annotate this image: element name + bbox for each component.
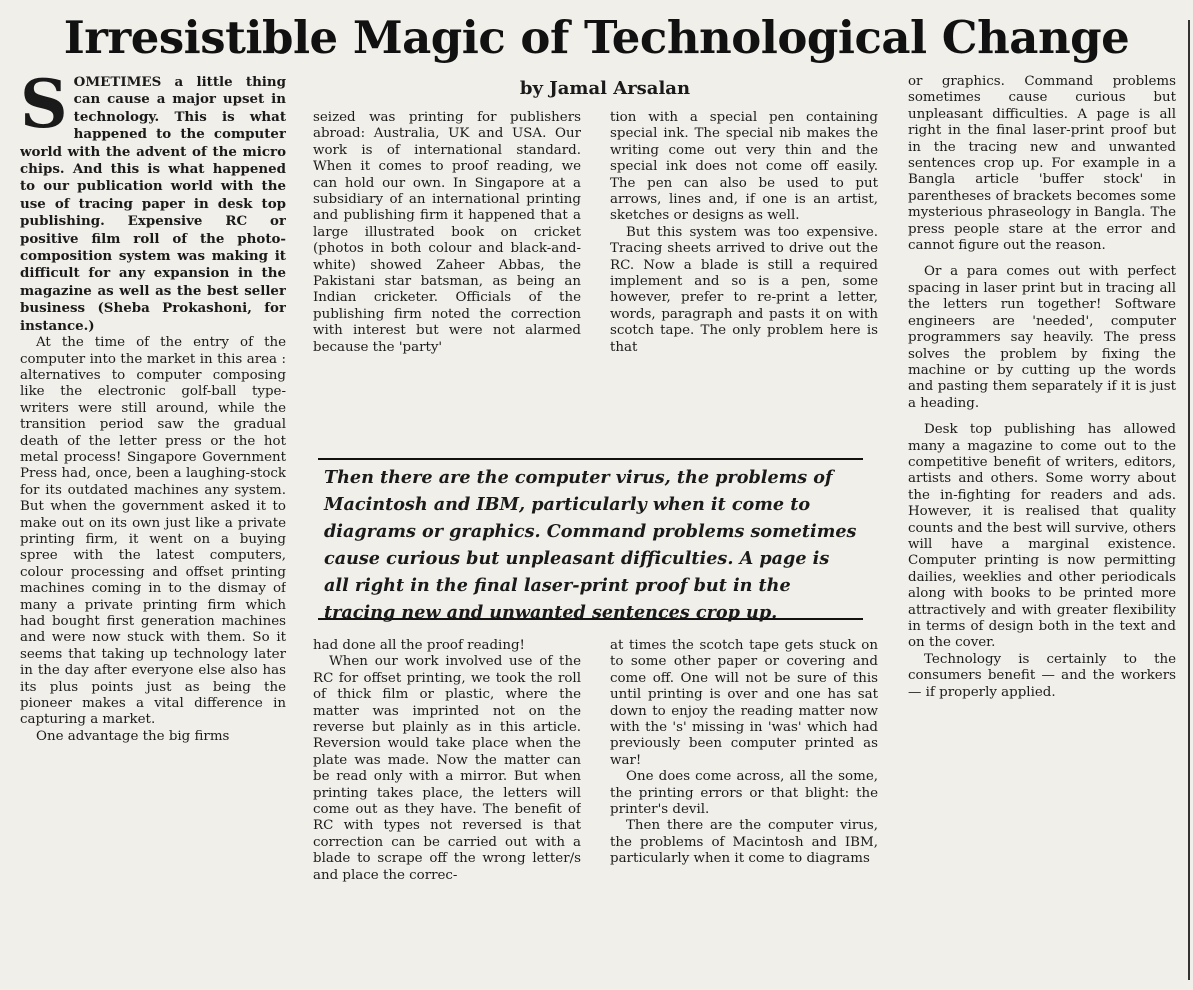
paragraph: One does come across, all the some, the printing errors or that blight: the printer's devil. xyxy=(610,769,878,818)
paragraph: Or a para comes out with perfect spacing in laser print but in tracing all the letters run together! Software engineers are 'needed', computer programmers say heavily. The press solves the problem by fixing the machine or by cutting up the words and pasting them separately if it is just a heading. xyxy=(908,264,1176,411)
paragraph: Then there are the computer virus, the problems of Macintosh and IBM, particularly when it come to diagrams xyxy=(610,818,878,867)
pull-quote: Then there are the computer virus, the problems of Macintosh and IBM, particularly when it come to diagrams or graphics. Command problems sometimes cause curious but unpleasant difficulties. A page is all right in the final laser-print proof but in the tracing new and unwanted sentences crop up. xyxy=(318,458,863,620)
lead-in: OMETIMES xyxy=(73,74,162,90)
paragraph: Desk top publishing has allowed many a magazine to come out to the competitive benefit of writers, editors, artists and others. Some worry about the in-fighting for readers and ads. However, it is realised that quality counts and the best will survive, others will have a marginal existence. Computer printing is now permitting dailies, weeklies and other periodicals along with books to be printed more attractively and with greater flexibility in terms of design both in the text and on the cover. xyxy=(908,422,1176,651)
column-4 xyxy=(908,74,1176,982)
paragraph: When our work involved use of the RC for offset printing, we took the roll of thick film or plastic, where the matter was imprinted not on the reverse but plainly as in this article. Reversion would take place when the plate was made. Now the matter can be read only with a mirror. But when printing takes place, the letters will come out as they have. The benefit of RC with types not reversed is that correction can be carried out with a blade to scrape off the wrong letter/s and place the correc- xyxy=(313,654,581,883)
column-3-top xyxy=(610,110,878,450)
paragraph: tion with a special pen containing special ink. The special nib makes the writing come out very thin and the special ink does not come off easily. The pen can also be used to put arrows, lines and, if one is an artist, sketches or designs as well. xyxy=(610,110,878,224)
column-2-bottom xyxy=(313,638,581,982)
column-rule xyxy=(1188,20,1190,980)
byline: by Jamal Arsalan xyxy=(519,78,691,99)
column-2-top xyxy=(313,110,581,450)
paragraph: seized was printing for publishers abroad: Australia, UK and USA. Our work is of international standard. When it comes to proof reading, we can hold our own. In Singapore at a subsidiary of an international printing and publishing firm it happened that a large illustrated book on cricket (photos in both colour and black-and-white) showed Zaheer Abbas, the Pakistani star batsman, as being an Indian cricketer. Officials of the publishing firm noted the correction with interest but were not alarmed because the 'party' xyxy=(313,110,581,355)
column-1 xyxy=(20,74,286,982)
paragraph: at times the scotch tape gets stuck on to some other paper or covering and come off. One will not be sure of this until printing is over and one has sat down to enjoy the reading matter now with the 's' missing in 'was' which had previously been computer printed as war! xyxy=(610,638,878,768)
headline: Irresistible Magic of Technological Change xyxy=(63,11,1130,64)
paragraph: Technology is certainly to the consumers benefit — and the workers — if properly applied. xyxy=(908,651,1176,700)
paragraph: or graphics. Command problems sometimes cause curious but unpleasant difficulties. A page is all right in the final laser-print proof but in the tracing new and unwanted sentences crop up. For example in a Bangla article 'buffer stock' in parentheses of brackets becomes some mysterious phraseology in Bangla. The press people stare at the error and cannot figure out the reason. xyxy=(908,74,1176,254)
drop-cap: S xyxy=(20,74,68,143)
paragraph: At the time of the entry of the computer into the market in this area : alternatives to computer composing like the electronic golf-ball type-writers were still around, while the transition period saw the gradual death of the letter press or the hot metal process! Singapore Government Press had, once, been a laughing-stock for its outdated machines any system. But when the government asked it to make out on its own just like a private printing firm, it went on a buying spree with the latest computers, colour processing and offset printing machines coming in to the dismay of many a private printing firm which had bought first generation machines and were now stuck with them. So it seems that taking up technology later in the day after everyone else also has its plus points just as being the pioneer makes a vital difference in capturing a market. xyxy=(20,335,286,728)
paragraph: had done all the proof reading! xyxy=(313,638,525,653)
column-3-bottom xyxy=(610,638,878,982)
paragraph: But this system was too expensive. Tracing sheets arrived to drive out the RC. Now a blade is still a required implement and so is a pen, some however, prefer to re-print a letter, words, paragraph and pasts it on with scotch tape. The only problem here is that xyxy=(610,224,878,355)
paragraph xyxy=(20,74,286,335)
paragraph-text: a little thing can cause a major upset in technology. This is what happened to the computer world with the advent of the micro chips. And this is what happened to our publication world with the use of tracing paper in desk top publishing. Expensive RC or positive film roll of the photo-composition system was making it difficult for any expansion in the magazine as well as the best seller business (Sheba Prokashoni, for instance.) xyxy=(20,74,286,334)
paragraph: One advantage the big firms xyxy=(36,728,230,744)
